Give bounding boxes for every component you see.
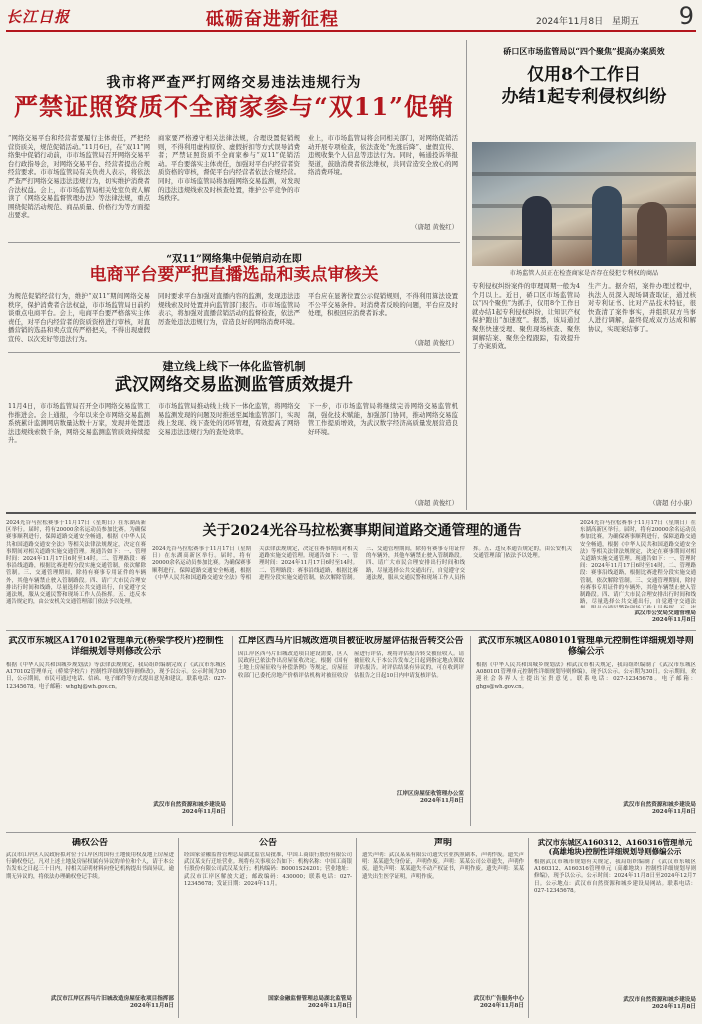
issue-date: 2024年11月8日: [536, 17, 604, 27]
divider-3: [8, 352, 460, 353]
notice-1: [6, 636, 226, 828]
bottom-notice-4-title: 武汉市东城区A160312、A160316管理单元(高雄地块)控制性详细规划导则修编公示: [537, 838, 693, 856]
notice-divider-2: [470, 636, 471, 826]
notice-1-signer: 武汉市自然资源和城乡建设局: [153, 802, 226, 808]
notice-3-date: 2024年11月8日: [651, 809, 696, 816]
second-kicker-wrap: [8, 250, 460, 265]
bottom-divider-1: [178, 838, 179, 1018]
newspaper-logo: 长江日报: [6, 8, 71, 26]
notice-3-signer: 武汉市自然资源和城乡建设局: [623, 802, 696, 808]
bottom-notice-3: [362, 838, 524, 1020]
notice-2-title: 江岸区西马片旧城改造项目被征收房屋评估报告转交公告: [238, 636, 464, 646]
bottom-notice-4-body: 根据武汉市城市规划有关规定，我局组织编制了《武汉市东城区A160312、A160316管理单元（高雄地块）控制性详细规划导则修编》，现予以公示。公示时间：2024年11月8日至2024年12月7日。公示地点：武汉市自然资源和城乡建设局网站。联系电话：027-12345678。: [534, 859, 696, 894]
sidebar-kicker-wrap: [472, 46, 696, 57]
second-title-wrap: [8, 264, 460, 286]
notice-1-date: 2024年11月8日: [181, 809, 226, 816]
third-col-2: 市市场监管局推动线上线下一体化监管，将网络交易监测发现的问题及时推送至属地监管部门，实现线上发现、线下查处的闭环管理，有效提高了网络交易违法违规行为的查处效率。: [158, 402, 300, 436]
photo-caption: 市场监管人员正在检查商家是否存在侵犯专利权的商品: [509, 270, 659, 277]
third-col-3: 下一步，市市场监管局将继续完善网络交易监管机制，强化技术赋能，加强部门协同，推动网络交易监管工作提质增效，为武汉数字经济高质量发展营造良好环境。: [308, 402, 458, 436]
sidebar-title-2: 办结1起专利侵权纠纷: [501, 87, 667, 107]
bottom-notice-1-title: 确权公告: [71, 838, 108, 848]
notice-3-body: 根据《中华人民共和国城乡规划法》和武汉市相关规定，我局组织编制了《武汉市东城区A080101管理单元控制性详细规划导则修编》，现予以公示。公示期为30日。公示期间，欢迎社会各界人士提出宝贵意见。联系电话：027-12345678。电子邮箱：ghgs@wh.gov.cn。: [476, 662, 696, 690]
third-col-1: 11月4日，市市场监管局召开全市网络交易监管工作推进会。会上通报，今年以来全市网络交易监测系统累计监测网店数量达数十万家，发现并处置违法违规线索数千条，网络交易监测监管质效持续提升。: [8, 402, 150, 445]
second-col-2: 同时要求平台加强对直播内容的监测，发现违法违规线索及时处置并向监管部门报告。市市场监管局表示，将加强对直播营销活动的监督检查，依法严厉查处违法违规行为，营造良好的网络消费环境。: [158, 292, 300, 326]
bottom-notice-3-body: 遗失声明：武汉某某有限公司遗失营业执照副本，声明作废。遗失声明：某某遗失身份证，声明作废。声明：某某公司公章遗失，声明作废。遗失声明：某某遗失不动产权证书，声明作废。遗失声明：某某遗失出生医学证明，声明作废。: [362, 852, 524, 880]
bottom-notice-3-title: 声明: [433, 838, 452, 848]
bottom-notice-3-signer: 武汉市广告服务中心: [473, 996, 524, 1002]
lead-kicker-wrap: [8, 72, 460, 92]
divider-notices: [6, 630, 696, 631]
bottom-notice-2-signer: 国家金融监督管理总局湖北监管局: [268, 996, 352, 1002]
traffic-sign: [560, 610, 696, 625]
lead-title: 严禁证照资质不全商家参与“双11”促销: [13, 92, 454, 121]
third-byline: （唐超 黄俊红）: [411, 499, 458, 507]
lead-title-wrap: [8, 92, 460, 122]
lead-col-2: 商家要严格遵守相关法律法规，合理设置促销规则，不得利用虚构原价、虚假折扣等方式误导消费者；严禁证照资质不全商家参与“双11”促销活动。平台要落实主体责任，加强对平台内经营者资质资格的审核，督促平台内经营者依法合规经营。同时，市市场监管局将加强网络交易监测，对发现的违法违规线索及时核查处置，维护公平竞争的市场秩序。: [158, 134, 300, 203]
bottom-notice-1: [6, 838, 174, 1020]
notice-3-title: 武汉市东城区A080101管理单元控制性详细规划导则修编公示: [478, 636, 694, 657]
third-title: 武汉网络交易监测监管质效提升: [115, 375, 353, 395]
bottom-notice-4-signer: 武汉市自然资源和城乡建设局: [623, 997, 696, 1003]
traffic-signer: 武汉市公安局交通管理局: [634, 610, 696, 616]
bottom-divider-3: [528, 838, 529, 1018]
bottom-notice-2-date: 2024年11月8日: [307, 1003, 352, 1010]
bottom-notice-4: [534, 838, 696, 1020]
bottom-notice-4-date: 2024年11月8日: [651, 1004, 696, 1011]
column-divider: [466, 40, 467, 510]
notice-2-body: 因江岸区西马片旧城改造项目建设需要，区人民政府已依法作出房屋征收决定。根据《国有土地上房屋征收与补偿条例》等规定，房屋征收部门已委托房地产价格评估机构对被征收房屋进行评估，现将评估报告转交被征收人。请被征收人于本公告发布之日起到指定地点领取评估报告。对评估结果有异议的，可在收到评估报告之日起10日内申请复核评估。: [238, 651, 464, 679]
traffic-body-left: 2024光谷马拉松赛事于11月17日（星期日）在东湖高新区举行。届时，将有20000余名运动员参加比赛。为确保赛事顺利进行，保障道路交通安全畅通，根据《中华人民共和国道路交通安全法》等相关法律法规规定，决定在赛事期间对相关道路实施交通管理。现通告如下：一、管理时间：2024年11月17日6时至14时。二、管理路段：赛事沿线道路，根据比赛进程分段实施交通管制，依次解除管制。三、交通管理期间，除持有赛事专用证件的车辆外，其他车辆禁止驶入管制路段。四、请广大市民合理安排出行时间和线路，尽量选择公共交通出行，自觉遵守交通法规，服从交通民警和现场工作人员指挥。五、违反本通告规定的，由公安机关交通管理部门依法予以处理。: [6, 520, 146, 606]
bottom-notice-2-body: 经国家金融监督管理总局湖北监管局批准，中国工商银行股份有限公司武汉某支行迁址营业。现将有关事项公告如下：机构名称：中国工商银行股份有限公司武汉某支行；机构编码：B0001S24201；营业地址：武汉市江岸区解放大道；邮政编码：430000；联系电话：027-12345678；发证日期：2024年11月。: [184, 852, 352, 887]
bottom-divider-2: [356, 838, 357, 1018]
traffic-date: 2024年11月8日: [651, 617, 696, 624]
notice-3: [476, 636, 696, 828]
sidebar-col-2: 生产力。据介绍，案件办理过程中，执法人员深入现场调查取证，通过核对专利证书、比对产品技术特征，很快查清了案件事实，并组织双方当事人进行调解，最终促成双方达成和解协议，实现案结事了。: [588, 282, 696, 333]
traffic-left-col: [6, 520, 146, 624]
sidebar-title-wrap: [472, 64, 696, 108]
second-col-1: 为规范促销经营行为，维护“双11”期间网络交易秩序，保护消费者合法权益，市市场监管局日前约谈重点电商平台。会上，电商平台要严格落实主体责任，对平台内经营者的资质资格进行审核，对直播营销的选品和卖点宣传严格把关，不得出现虚假宣传、以次充好等违法行为。: [8, 292, 150, 343]
bottom-notice-3-date: 2024年11月8日: [479, 1003, 524, 1010]
page-number: 9: [678, 2, 694, 30]
sidebar-col-1: 专利侵权纠纷案件的审理周期一般为4个月以上。近日，硚口区市场监管局以“四个聚焦”为抓手，仅用8个工作日就办结1起专利侵权纠纷，让知识产权保护跑出“加速度”。据悉，该局通过聚焦快速受理、聚焦现场核查、聚焦调解结案、聚焦全程跟踪，有效提升了办案质效。: [472, 282, 580, 351]
traffic-body: 2024光谷马拉松赛事于11月17日（星期日）在东湖高新区举行。届时，将有20000余名运动员参加比赛。为确保赛事顺利进行，保障道路交通安全畅通，根据《中华人民共和国道路交通安全法》等相关法律法规规定，决定在赛事期间对相关道路实施交通管理。现通告如下：一、管理时间：2024年11月17日6时至14时。二、管理路段：赛事沿线道路，根据比赛进程分段实施交通管制，依次解除管制。三、交通管理期间，除持有赛事专用证件的车辆外，其他车辆禁止驶入管制路段。四、请广大市民合理安排出行时间和线路，尽量选择公共交通出行，自觉遵守交通法规，服从交通民警和现场工作人员指挥。五、违反本通告规定的，由公安机关交通管理部门依法予以处理。: [152, 546, 572, 581]
notice-2-date: 2024年11月8日: [419, 798, 464, 805]
section-title: 砥砺奋进新征程: [206, 9, 339, 30]
sidebar-byline: （唐超 付小康）: [649, 499, 696, 507]
bottom-notice-1-signer: 武汉市江岸区西马片旧城改造房屋征收项目指挥部: [50, 996, 174, 1002]
notice-1-title: 武汉市东城区A170102管理单元(桥梁学校片)控制性详细规划导则修改公示: [8, 636, 224, 657]
notice-1-body: 根据《中华人民共和国城乡规划法》等法律法规规定，我局组织编制完成了《武汉市东城区A170102管理单元（桥梁学校片）控制性详细规划导则修改》，现予以公示。公示时间为30日，公示期间，市民可通过电话、信函、电子邮件等方式提出意见和建议。联系电话：027-12345678。电子邮箱：whghj@wh.gov.cn。: [6, 662, 226, 690]
notice-2-signer: 江岸区房屋征收管理办公室: [396, 791, 464, 797]
traffic-body-right: 2024光谷马拉松赛事于11月17日（星期日）在东湖高新区举行。届时，将有20000余名运动员参加比赛。为确保赛事顺利进行，保障道路交通安全畅通，根据《中华人民共和国道路交通安全法》等相关法律法规规定，决定在赛事期间对相关道路实施交通管理。现通告如下：一、管理时间：2024年11月17日6时至14时。二、管理路段：赛事沿线道路，根据比赛进程分段实施交通管制，依次解除管制。三、交通管理期间，除持有赛事专用证件的车辆外，其他车辆禁止驶入管制路段。四、请广大市民合理安排出行时间和线路，尽量选择公共交通出行，自觉遵守交通法: [580, 520, 696, 606]
traffic-title: 关于2024光谷马拉松赛事期间道路交通管理的通告: [202, 523, 522, 539]
issue-weekday: 星期五: [611, 17, 639, 27]
second-col-3: 平台应在显著位置公示促销规则，不得利用算法设置不公平交易条件。对消费者反映的问题，平台应及时处理，积极回应消费者诉求。: [308, 292, 458, 318]
lead-byline: （唐超 黄俊红）: [411, 223, 458, 231]
divider-bottom: [6, 832, 696, 833]
second-byline: （唐超 黄俊红）: [411, 339, 458, 347]
sidebar-title-1: 仅用8个工作日: [527, 65, 641, 85]
traffic-right-col: [580, 520, 696, 608]
masthead: [6, 4, 696, 32]
notice-divider-1: [232, 636, 233, 826]
third-title-wrap: [8, 374, 460, 396]
bottom-notice-2: [184, 838, 352, 1020]
lead-kicker: 我市将严查严打网络交易违法违规行为: [106, 75, 362, 91]
issue-meta: [536, 14, 645, 27]
second-title: 电商平台要严把直播选品和卖点审核关: [89, 265, 379, 285]
notice-2: [238, 636, 464, 828]
lead-col-1: “网络交易平台和经营者要履行主体责任，严把经营资质关，规范促销活动。”11月6日，在“双11”网络集中促销行动前，市市场监管局召开网络交易平台行政指导会，对网络交易平台、经营者提出合规经营要求。市市场监管局有关负责人表示，将依法严查严打网络交易违法违规行为，切实维护消费者合法权益。会上，市市场监管局相关处室负责人解读了《网络交易监督管理办法》等法律法规，重点围绕促销活动规范、商品质量、价格行为等方面提出要求。: [8, 134, 150, 220]
sidebar-kicker: 硚口区市场监管局以“四个聚焦”提高办案质效: [503, 46, 665, 56]
third-kicker: 建立线上线下一体化监管机制: [162, 360, 306, 373]
third-kicker-wrap: [8, 358, 460, 374]
bottom-notice-1-body: 武汉市江岸区人民政府拟对位于江岸区的国有土地使用权及地上房屋进行确权登记。凡对上述土地及房屋权属有异议的单位和个人，请于本公告发布之日起三十日内，持相关证明材料向登记机构提出书面异议。逾期无异议的，将依法办理确权登记手续。: [6, 852, 174, 880]
divider-traffic: [6, 512, 696, 514]
inspection-photo: [472, 142, 696, 266]
traffic-title-wrap: [152, 522, 572, 540]
second-kicker: “双11”网络集中促销启动在即: [166, 254, 302, 265]
bottom-notice-2-title: 公告: [258, 838, 277, 848]
divider-2: [8, 242, 460, 243]
lead-col-3: 业上，市市场监管局将会同相关部门，对网络促销活动开展专项检查，依法查处“先涨后降”、虚假宣传、违规收集个人信息等违法行为。同时，畅通投诉举报渠道，鼓励消费者依法维权，共同营造安全放心的网络消费环境。: [308, 134, 458, 177]
bottom-notice-1-date: 2024年11月8日: [129, 1003, 174, 1010]
